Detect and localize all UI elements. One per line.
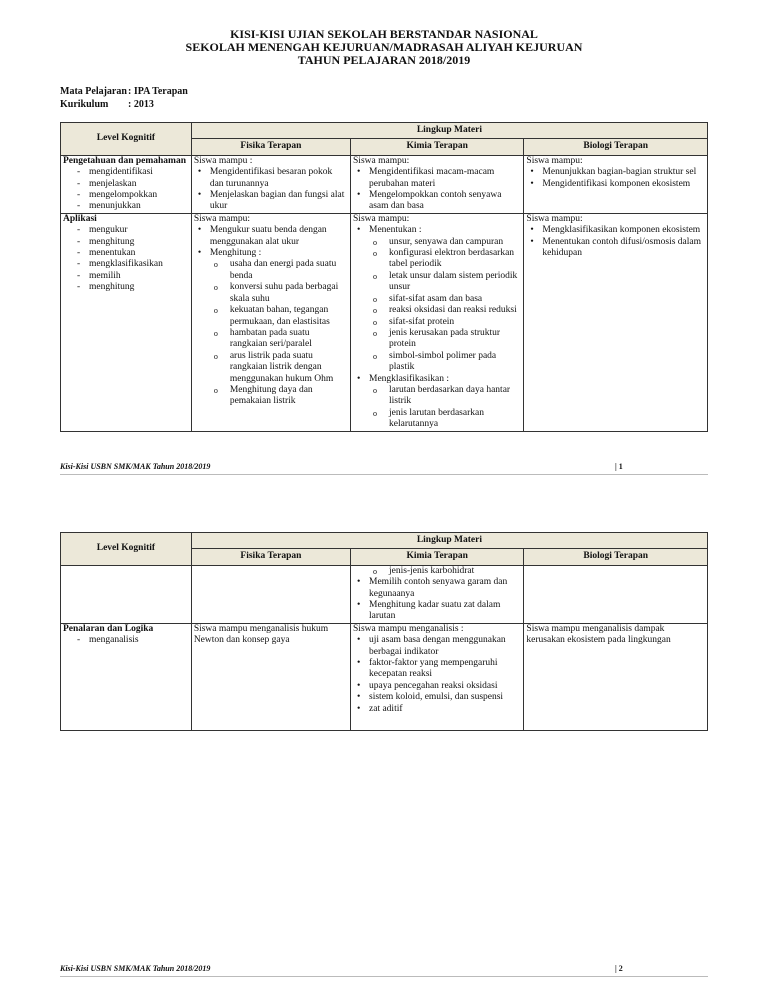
list-item: - menghitung [63, 282, 189, 293]
curriculum-value: : 2013 [128, 99, 154, 110]
list-item: • uji asam basa dengan menggunakan berbagai indikator [353, 635, 521, 658]
curriculum-label: Kurikulum [60, 99, 109, 110]
sub-list-item: o jenis-jenis karbohidrat [353, 566, 521, 577]
list-item: - menghitung [63, 237, 189, 248]
cell-intro: Siswa mampu menganalisis : [353, 623, 464, 634]
list-item: - menjelaskan [63, 179, 189, 190]
sub-list [353, 566, 521, 577]
kisi-kisi-table-page-1 [60, 122, 708, 432]
biologi-header: Biologi Terapan [524, 139, 708, 155]
level-title: Aplikasi [63, 213, 97, 224]
kimia-header: Kimia Terapan [351, 549, 524, 565]
list-item: - memilih [63, 271, 189, 282]
list-item: - mengidentifikasi [63, 167, 189, 178]
list-item: • Mengklasifikasikan : [353, 374, 521, 385]
subject-line [60, 85, 188, 98]
sub-list [194, 259, 348, 407]
kisi-kisi-table-page-2 [60, 532, 708, 731]
sub-list-item: o reaksi oksidasi dan reaksi reduksi [353, 305, 521, 316]
subject-value: : IPA Terapan [128, 86, 188, 97]
list-item: • Mengidentifikasi macam-macam perubahan materi [353, 167, 521, 190]
table-row-aplikasi [61, 213, 708, 431]
cell-intro: Siswa mampu: [526, 213, 583, 224]
sub-list-item: o larutan berdasarkan daya hantar listrik [353, 385, 521, 408]
list-item: • Menentukan contoh difusi/osmosis dalam kehidupan [526, 237, 705, 260]
list-item: • Mengidentifikasi komponen ekosistem [526, 179, 705, 190]
fisika-cell-penalaran [191, 623, 350, 730]
cell-intro: Siswa mampu: [526, 155, 583, 166]
level-verb-list [63, 167, 189, 213]
sub-list-item: o usaha dan energi pada suatu benda [194, 259, 348, 282]
footer-text: Kisi-Kisi USBN SMK/MAK Tahun 2018/2019 [60, 964, 211, 973]
list-item: - menentukan [63, 248, 189, 259]
list-item: - menganalisis [63, 635, 189, 646]
lingkup-materi-header: Lingkup Materi [191, 123, 707, 139]
list-item: • Mengukur suatu benda dengan menggunakan alat ukur [194, 225, 348, 248]
page-number: | 1 [615, 462, 623, 471]
lingkup-materi-header: Lingkup Materi [191, 533, 707, 549]
biologi-cell-pengetahuan [524, 155, 708, 213]
sub-list-item: o jenis larutan berdasarkan kelarutannya [353, 408, 521, 431]
sub-list-item: o letak unsur dalam sistem periodik unsur [353, 271, 521, 294]
table-row-pengetahuan [61, 155, 708, 213]
page-number: | 2 [615, 964, 623, 973]
sub-list-item: o hambatan pada suatu rangkaian seri/paralel [194, 328, 348, 351]
curriculum-line [60, 98, 154, 111]
list-item: • sistem koloid, emulsi, dan suspensi [353, 692, 521, 703]
footer-divider [60, 474, 708, 475]
cell-text: Siswa mampu menganalisis hukum Newton dan konsep gaya [193, 623, 329, 646]
fisika-header: Fisika Terapan [191, 139, 350, 155]
sub-list-item: o sifat-sifat protein [353, 317, 521, 328]
list-item: • Mengklasifikasikan komponen ekosistem [526, 225, 705, 236]
bullet-list [194, 225, 348, 259]
list-item: • faktor-faktor yang mempengaruhi kecepatan reaksi [353, 658, 521, 681]
list-item: • Menentukan : [353, 225, 521, 236]
level-cell-aplikasi [61, 213, 192, 431]
cell-intro: Siswa mampu : [193, 155, 253, 166]
list-item: • zat aditif [353, 704, 521, 715]
table-row-penalaran [61, 623, 708, 730]
level-kognitif-header: Level Kognitif [61, 533, 192, 566]
sub-list-item: o kekuatan bahan, tegangan permukaan, dan elastisitas [194, 305, 348, 328]
kimia-cell-penalaran [351, 623, 524, 730]
bullet-list [353, 374, 521, 385]
sub-list-item: o unsur, senyawa dan campuran [353, 237, 521, 248]
list-item: • Menghitung kadar suatu zat dalam larutan [353, 600, 521, 623]
list-item: • Menjelaskan bagian dan fungsi alat ukur [194, 190, 348, 213]
fisika-cell-pengetahuan [191, 155, 350, 213]
sub-list-item: o konfigurasi elektron berdasarkan tabel periodik [353, 248, 521, 271]
sub-list-item: o sifat-sifat asam dan basa [353, 294, 521, 305]
level-title: Pengetahuan dan pemahaman [63, 155, 186, 166]
kimia-header: Kimia Terapan [351, 139, 524, 155]
list-item: - mengklasifikasikan [63, 259, 189, 270]
sub-list-item: o simbol-simbol polimer pada plastik [353, 351, 521, 374]
kimia-cell-aplikasi [351, 213, 524, 431]
doc-title-line-3: TAHUN PELAJARAN 2018/2019 [297, 53, 471, 67]
cell-intro: Siswa mampu: [193, 213, 251, 224]
sub-list [353, 237, 521, 374]
list-item: - menunjukkan [63, 201, 189, 212]
sub-list-item: o jenis kerusakan pada struktur protein [353, 328, 521, 351]
fisika-header: Fisika Terapan [191, 549, 350, 565]
table-header-row-1 [61, 123, 708, 139]
bullet-list [353, 635, 521, 715]
level-cell-penalaran [61, 623, 192, 730]
cell-intro: Siswa mampu: [353, 155, 410, 166]
fisika-cell-continued [191, 565, 350, 623]
biologi-header: Biologi Terapan [524, 549, 708, 565]
page-footer-1 [60, 462, 708, 471]
doc-title-line-1: KISI-KISI UJIAN SEKOLAH BERSTANDAR NASIONAL [230, 27, 538, 41]
list-item: - mengelompokkan [63, 190, 189, 201]
level-kognitif-header: Level Kognitif [61, 123, 192, 156]
footer-divider [60, 976, 708, 977]
list-item: • Mengidentifikasi besaran pokok dan turunannya [194, 167, 348, 190]
kimia-cell-pengetahuan [351, 155, 524, 213]
bullet-list [526, 225, 705, 259]
list-item: • Menunjukkan bagian-bagian struktur sel [526, 167, 705, 178]
sub-list-item: o arus listrik pada suatu rangkaian listrik dengan menggunakan hukum Ohm [194, 351, 348, 385]
fisika-cell-aplikasi [191, 213, 350, 431]
level-verb-list [63, 635, 189, 646]
bullet-list [526, 167, 705, 190]
footer-text: Kisi-Kisi USBN SMK/MAK Tahun 2018/2019 [60, 462, 211, 471]
list-item [194, 248, 348, 259]
biologi-cell-continued [524, 565, 708, 623]
bullet-label: Menghitung : [209, 248, 262, 259]
bullet-list [353, 167, 521, 213]
list-item: • Mengelompokkan contoh senyawa asam dan basa [353, 190, 521, 213]
subject-label: Mata Pelajaran [60, 86, 127, 97]
cell-intro: Siswa mampu: [353, 213, 410, 224]
cell-text: Siswa mampu menganalisis dampak kerusakan ekosistem pada lingkungan [526, 623, 671, 646]
table-row-continued [61, 565, 708, 623]
list-item: • Memilih contoh senyawa garam dan kegunaanya [353, 577, 521, 600]
level-cell-pengetahuan [61, 155, 192, 213]
sub-list [353, 385, 521, 431]
bullet-list [353, 225, 521, 236]
bullet-list [194, 167, 348, 213]
sub-list-item: o konversi suhu pada berbagai skala suhu [194, 282, 348, 305]
level-cell-continued [61, 565, 192, 623]
page-footer-2 [60, 964, 708, 973]
bullet-list [353, 577, 521, 623]
list-item: • upaya pencegahan reaksi oksidasi [353, 681, 521, 692]
level-verb-list [63, 225, 189, 293]
biologi-cell-aplikasi [524, 213, 708, 431]
table-header-row-1 [61, 533, 708, 549]
kimia-cell-continued [351, 565, 524, 623]
biologi-cell-penalaran [524, 623, 708, 730]
doc-title-line-2: SEKOLAH MENENGAH KEJURUAN/MADRASAH ALIYAH KEJURUAN [185, 40, 583, 54]
sub-list-item: o Menghitung daya dan pemakaian listrik [194, 385, 348, 408]
level-title: Penalaran dan Logika [63, 623, 154, 634]
list-item: - mengukur [63, 225, 189, 236]
